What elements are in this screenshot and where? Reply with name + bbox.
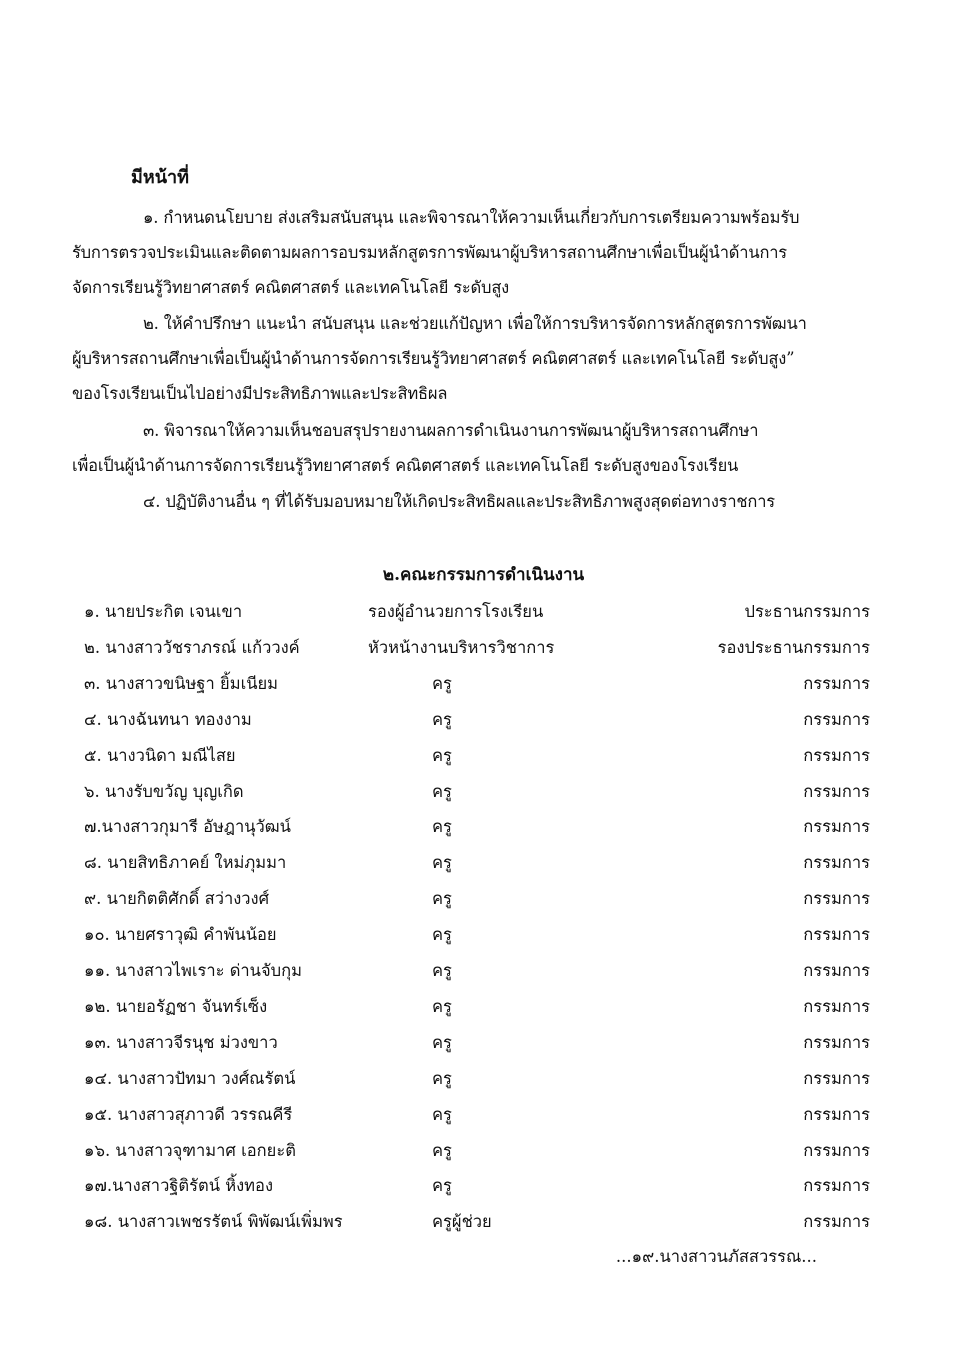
- member-role: รองประธานกรรมการ: [717, 638, 870, 657]
- member-name: ๑๘. นางสาวเพชรรัตน์ พิพัฒน์เพิ่มพร: [84, 1212, 343, 1231]
- member-position: ครูผู้ช่วย: [432, 1212, 492, 1231]
- member-position: ครู: [432, 997, 452, 1016]
- member-name: ๔. นางฉันทนา ทองงาม: [84, 710, 252, 729]
- member-position: ครู: [432, 961, 452, 980]
- member-position: ครู: [432, 674, 452, 693]
- member-position: ครู: [432, 1176, 452, 1195]
- committee-member-row: [0, 671, 967, 701]
- committee-title: ๒.คณะกรรมการดำเนินงาน: [382, 565, 585, 585]
- member-role: กรรมการ: [803, 1069, 870, 1088]
- member-role: กรรมการ: [803, 817, 870, 836]
- member-position: ครู: [432, 925, 452, 944]
- member-role: กรรมการ: [803, 746, 870, 765]
- member-position: ครู: [432, 1069, 452, 1088]
- member-name: ๑๕. นางสาวสุภาวดี วรรณคีรี: [84, 1105, 293, 1124]
- member-position: รองผู้อำนวยการโรงเรียน: [368, 602, 544, 621]
- member-name: ๓. นางสาวขนิษฐา ยิ้มเนียม: [84, 674, 279, 693]
- member-name: ๘. นายสิทธิภาคย์ ใหม่ภุมมา: [84, 853, 287, 872]
- member-name: ๕. นางวนิดา มณีไสย: [84, 746, 236, 765]
- member-position: ครู: [432, 782, 452, 801]
- member-name: ๑๗.นางสาวฐิติรัตน์ หิ้งทอง: [84, 1176, 274, 1195]
- member-role: กรรมการ: [803, 1141, 870, 1160]
- committee-member-row: [0, 1102, 967, 1132]
- member-role: กรรมการ: [803, 782, 870, 801]
- member-name: ๑๐. นายศราวุฒิ คำพันน้อย: [84, 925, 277, 944]
- committee-member-row: [0, 743, 967, 773]
- committee-member-row: [0, 1030, 967, 1060]
- committee-member-row: [0, 635, 967, 665]
- member-name: ๑๔. นางสาวปัทมา วงศ์ณรัตน์: [84, 1069, 296, 1088]
- committee-member-row: [0, 850, 967, 880]
- duties-heading: มีหน้าที่: [131, 167, 190, 188]
- member-role: กรรมการ: [803, 1212, 870, 1231]
- committee-member-row: [0, 958, 967, 988]
- member-name: ๖. นางรับขวัญ บุญเกิด: [84, 782, 244, 801]
- committee-member-row: [0, 814, 967, 844]
- committee-member-row: [0, 1138, 967, 1168]
- member-position: ครู: [432, 710, 452, 729]
- committee-member-row: [0, 1173, 967, 1203]
- member-name: ๑๒. นายอรัฏชา จันทร์เซ็ง: [84, 997, 268, 1016]
- committee-member-row: [0, 922, 967, 952]
- duty-line-4: ๒. ให้คำปรึกษา แนะนำ สนับสนุน และช่วยแก้ปัญหา เพื่อให้การบริหารจัดการหลักสูตรการพัฒนา: [143, 314, 807, 333]
- committee-member-row: [0, 1066, 967, 1096]
- member-role: กรรมการ: [803, 710, 870, 729]
- member-position: ครู: [432, 746, 452, 765]
- member-name: ๑๖. นางสาวจุฑามาศ เอกยะติ: [84, 1141, 296, 1160]
- member-name: ๒. นางสาววัชราภรณ์ แก้ววงค์: [84, 638, 300, 657]
- member-role: กรรมการ: [803, 889, 870, 908]
- duty-line-6: ของโรงเรียนเป็นไปอย่างมีประสิทธิภาพและประสิทธิผล: [72, 384, 448, 403]
- member-role: กรรมการ: [803, 674, 870, 693]
- member-role: กรรมการ: [803, 997, 870, 1016]
- duty-line-2: รับการตรวจประเมินและติดตามผลการอบรมหลักสูตรการพัฒนาผู้บริหารสถานศึกษาเพื่อเป็นผู้นำด้านการ: [72, 243, 787, 262]
- committee-member-row: [0, 994, 967, 1024]
- committee-member-row: [0, 886, 967, 916]
- member-position: ครู: [432, 817, 452, 836]
- duty-line-5: ผู้บริหารสถานศึกษาเพื่อเป็นผู้นำด้านการจัดการเรียนรู้วิทยาศาสตร์ คณิตศาสตร์ และเทคโนโลยี ระดับสูง”: [72, 349, 795, 368]
- duty-line-7: ๓. พิจารณาให้ความเห็นชอบสรุปรายงานผลการดำเนินงานการพัฒนาผู้บริหารสถานศึกษา: [143, 421, 759, 440]
- duty-line-8: เพื่อเป็นผู้นำด้านการจัดการเรียนรู้วิทยาศาสตร์ คณิตศาสตร์ และเทคโนโลยี ระดับสูงของโรงเรียน: [72, 456, 739, 475]
- duty-line-1: ๑. กำหนดนโยบาย ส่งเสริมสนับสนุน และพิจารณาให้ความเห็นเกี่ยวกับการเตรียมความพร้อมรับ: [143, 208, 800, 227]
- member-role: กรรมการ: [803, 1176, 870, 1195]
- member-name: ๑. นายประกิต เจนเขา: [84, 602, 243, 621]
- member-role: กรรมการ: [803, 961, 870, 980]
- member-role: ประธานกรรมการ: [744, 602, 870, 621]
- committee-member-row: [0, 1209, 967, 1239]
- committee-member-row: [0, 779, 967, 809]
- member-role: กรรมการ: [803, 1105, 870, 1124]
- member-name: ๙. นายกิตติศักดิ์ สว่างวงศ์: [84, 889, 270, 908]
- member-name: ๗.นางสาวกุมารี อัษฎานุวัฒน์: [84, 817, 291, 836]
- member-position: ครู: [432, 1105, 452, 1124]
- member-position: หัวหน้างานบริหารวิชาการ: [368, 638, 555, 657]
- member-role: กรรมการ: [803, 925, 870, 944]
- member-name: ๑๑. นางสาวไพเราะ ด่านจับกุม: [84, 961, 302, 980]
- member-name: ๑๓. นางสาวจีรนุช ม่วงขาว: [84, 1033, 278, 1052]
- member-position: ครู: [432, 889, 452, 908]
- duty-line-9: ๔. ปฏิบัติงานอื่น ๆ ที่ได้รับมอบหมายให้เกิดประสิทธิผลและประสิทธิภาพสูงสุดต่อทางราชการ: [143, 492, 775, 511]
- member-position: ครู: [432, 1033, 452, 1052]
- member-role: กรรมการ: [803, 853, 870, 872]
- member-role: กรรมการ: [803, 1033, 870, 1052]
- continuation-note: ...๑๙.นางสาวนภัสสวรรณ...: [615, 1247, 817, 1266]
- member-position: ครู: [432, 1141, 452, 1160]
- duty-line-3: จัดการเรียนรู้วิทยาศาสตร์ คณิตศาสตร์ และเทคโนโลยี ระดับสูง: [72, 278, 510, 297]
- committee-member-row: [0, 599, 967, 629]
- member-position: ครู: [432, 853, 452, 872]
- committee-member-row: [0, 707, 967, 737]
